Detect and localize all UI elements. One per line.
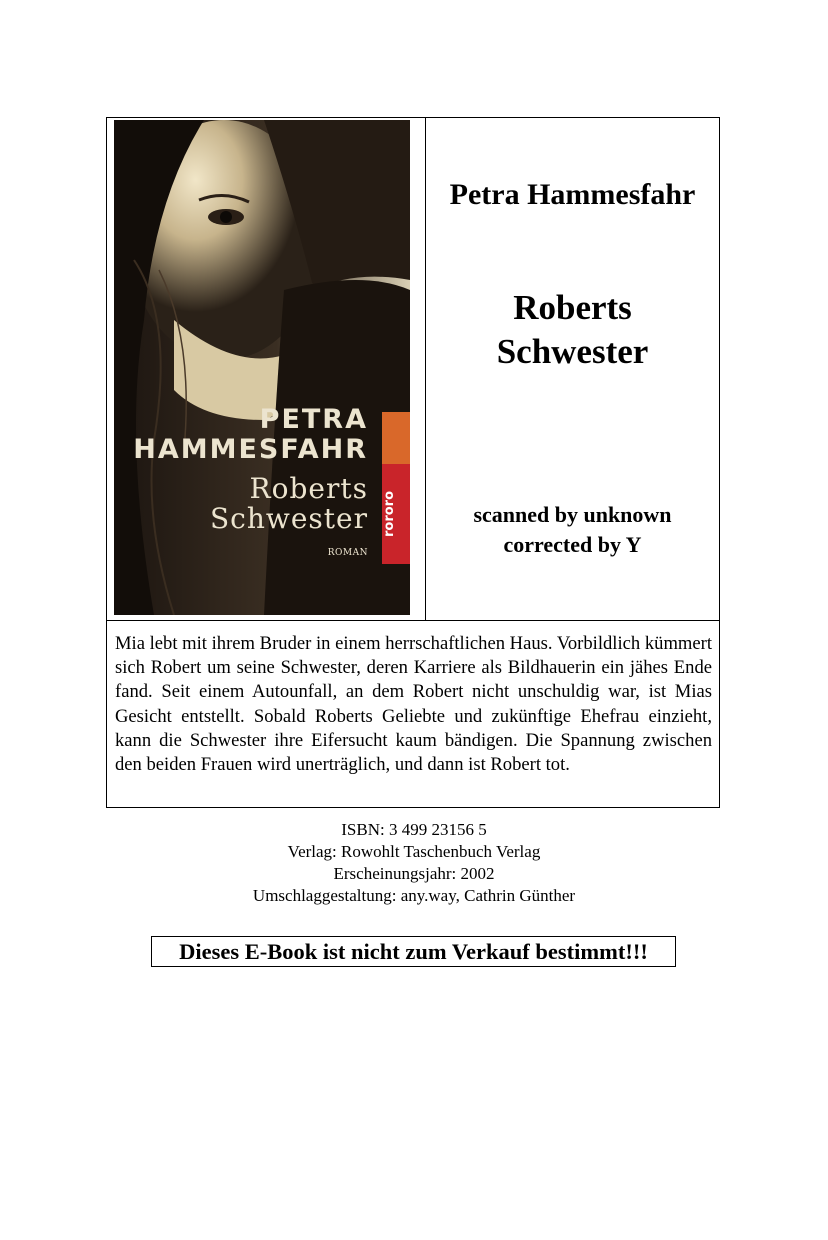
cover-portrait-illustration bbox=[114, 120, 410, 615]
book-title-line1: Roberts bbox=[513, 288, 632, 327]
publication-year: Erscheinungsjahr: 2002 bbox=[333, 864, 495, 883]
scanned-by: scanned by unknown bbox=[473, 502, 672, 527]
isbn: ISBN: 3 499 23156 5 bbox=[341, 820, 487, 839]
cover-header-box bbox=[106, 117, 720, 621]
not-for-sale-notice: Dieses E-Book ist nicht zum Verkauf bestimmt!!! bbox=[151, 936, 676, 967]
cover-author-line1: PETRA bbox=[259, 404, 368, 435]
blurb-text: Mia lebt mit ihrem Bruder in einem herrschaftlichen Haus. Vorbildlich kümmert sich Robert um seine Schwester, deren Karriere als Bildhauerin ein jähes Ende fand. Seit einem Autounfall, an dem Robert nicht unschuldig war, ist Mias Gesicht entstellt. Sobald Roberts Geliebte und zukünftige Ehefrau einzieht, kann die Schwester ihre Eifersucht kaum bändigen. Die Spannung zwischen den beiden Frauen wird unerträglich, und dann ist Robert tot. bbox=[115, 633, 712, 776]
cover-genre-label: ROMAN bbox=[327, 548, 368, 558]
book-title bbox=[426, 286, 719, 374]
cover-title-text bbox=[210, 474, 368, 534]
publisher-color-stripe bbox=[382, 412, 410, 464]
cover-title-line1: Roberts bbox=[249, 472, 368, 505]
corrected-by: corrected by Y bbox=[503, 532, 642, 557]
blurb-box bbox=[106, 620, 720, 808]
cover-author-line2: HAMMESFAHR bbox=[133, 434, 368, 465]
author-name: Petra Hammesfahr bbox=[449, 178, 696, 211]
publisher: Verlag: Rowohlt Taschenbuch Verlag bbox=[287, 842, 541, 861]
cover-author-text bbox=[133, 405, 368, 465]
cover-design-credit: Umschlaggestaltung: any.way, Cathrin Günther bbox=[252, 886, 576, 905]
book-cover-image bbox=[114, 120, 410, 615]
scan-credits bbox=[426, 500, 719, 560]
publication-info bbox=[0, 819, 828, 907]
title-column bbox=[426, 118, 719, 620]
publisher-logo-text: rororo bbox=[382, 490, 397, 538]
cover-title-line2: Schwester bbox=[209, 502, 368, 535]
book-title-line2: Schwester bbox=[496, 332, 649, 371]
